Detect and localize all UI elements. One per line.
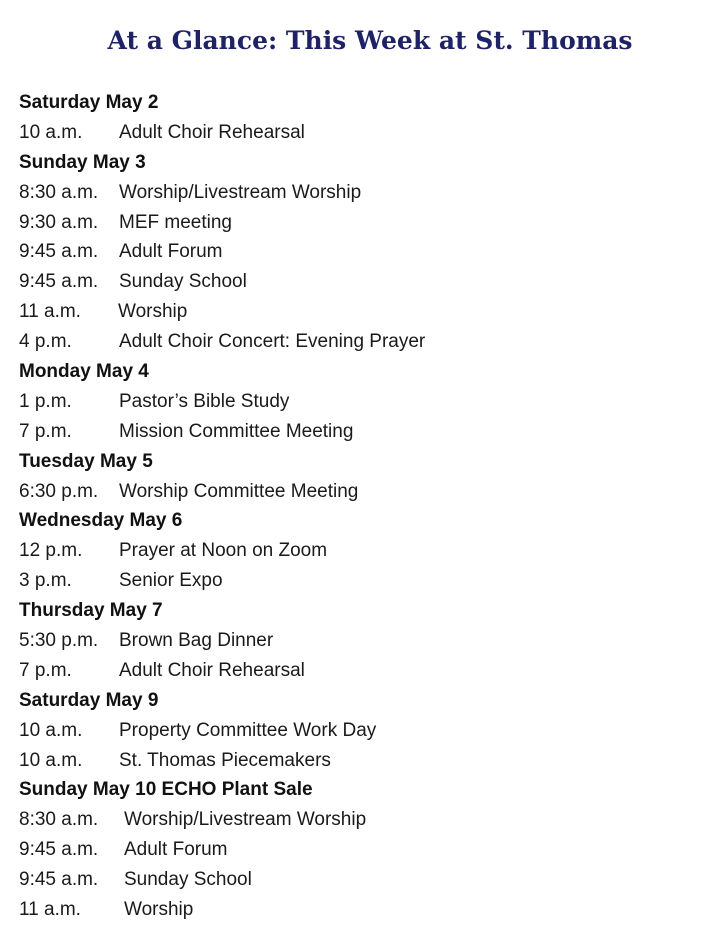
event-time: 9:45 a.m. [19,869,99,891]
event-time: 7 p.m. [19,420,72,442]
event-row [19,178,709,208]
event-time: 11 a.m. [19,899,81,921]
event-time: 8:30 a.m. [19,181,99,203]
event-time: 4 p.m. [19,331,72,353]
event-name: Prayer at Noon on Zoom [119,540,328,562]
event-name: Brown Bag Dinner [119,630,274,652]
event-row [19,297,709,327]
event-name: Adult Choir Rehearsal [119,121,305,143]
event-name: Property Committee Work Day [119,719,377,741]
event-name: Adult Forum [119,241,223,263]
event-row [19,865,709,895]
weekly-schedule [19,88,709,925]
event-row [19,835,709,865]
event-row [19,417,709,447]
event-row [19,626,709,656]
event-row [19,536,709,566]
event-time: 7 p.m. [19,659,72,681]
event-row [19,387,709,417]
event-name: Worship/Livestream Worship [124,809,367,831]
day-heading: Monday May 4 [19,361,149,383]
event-row [19,656,709,686]
event-row [19,327,709,357]
day-heading: Wednesday May 6 [19,510,183,532]
event-time: 9:45 a.m. [19,271,99,293]
event-row [19,566,709,596]
event-name: Senior Expo [119,570,223,592]
event-name: Worship Committee Meeting [119,480,359,502]
event-name: St. Thomas Piecemakers [119,749,331,771]
event-row [19,118,709,148]
event-name: Worship [118,301,188,323]
event-time: 10 a.m. [19,749,83,771]
event-row [19,208,709,238]
day-heading: Sunday May 3 [19,151,146,173]
event-time: 5:30 p.m. [19,630,99,652]
event-row [19,895,709,925]
day-heading: Saturday May 2 [19,92,159,113]
event-name: MEF meeting [119,211,232,233]
event-row [19,716,709,746]
event-time: 12 p.m. [19,540,83,562]
page-title: At a Glance: This Week at St. Thomas [107,26,633,55]
event-row [19,477,709,507]
event-row [19,237,709,267]
event-time: 8:30 a.m. [19,809,99,831]
event-time: 9:30 a.m. [19,211,99,233]
event-time: 10 a.m. [19,121,83,143]
event-time: 6:30 p.m. [19,480,99,502]
event-row [19,746,709,776]
event-time: 9:45 a.m. [19,839,99,861]
event-time: 10 a.m. [19,719,83,741]
event-name: Adult Forum [124,839,228,861]
day-heading: Sunday May 10 ECHO Plant Sale [19,779,313,801]
event-row [19,805,709,835]
event-name: Worship [124,899,194,921]
event-name: Pastor’s Bible Study [119,390,290,412]
event-row [19,267,709,297]
event-name: Adult Choir Concert: Evening Prayer [119,331,426,353]
event-time: 11 a.m. [19,301,81,323]
day-heading: Saturday May 9 [19,689,159,711]
event-name: Sunday School [124,869,252,891]
day-heading: Tuesday May 5 [19,450,153,472]
event-name: Worship/Livestream Worship [119,181,362,203]
event-time: 3 p.m. [19,570,72,592]
event-name: Sunday School [119,271,247,293]
event-time: 9:45 a.m. [19,241,99,263]
day-heading: Thursday May 7 [19,600,163,622]
event-name: Mission Committee Meeting [119,420,354,442]
event-name: Adult Choir Rehearsal [119,659,305,681]
event-time: 1 p.m. [19,390,72,412]
